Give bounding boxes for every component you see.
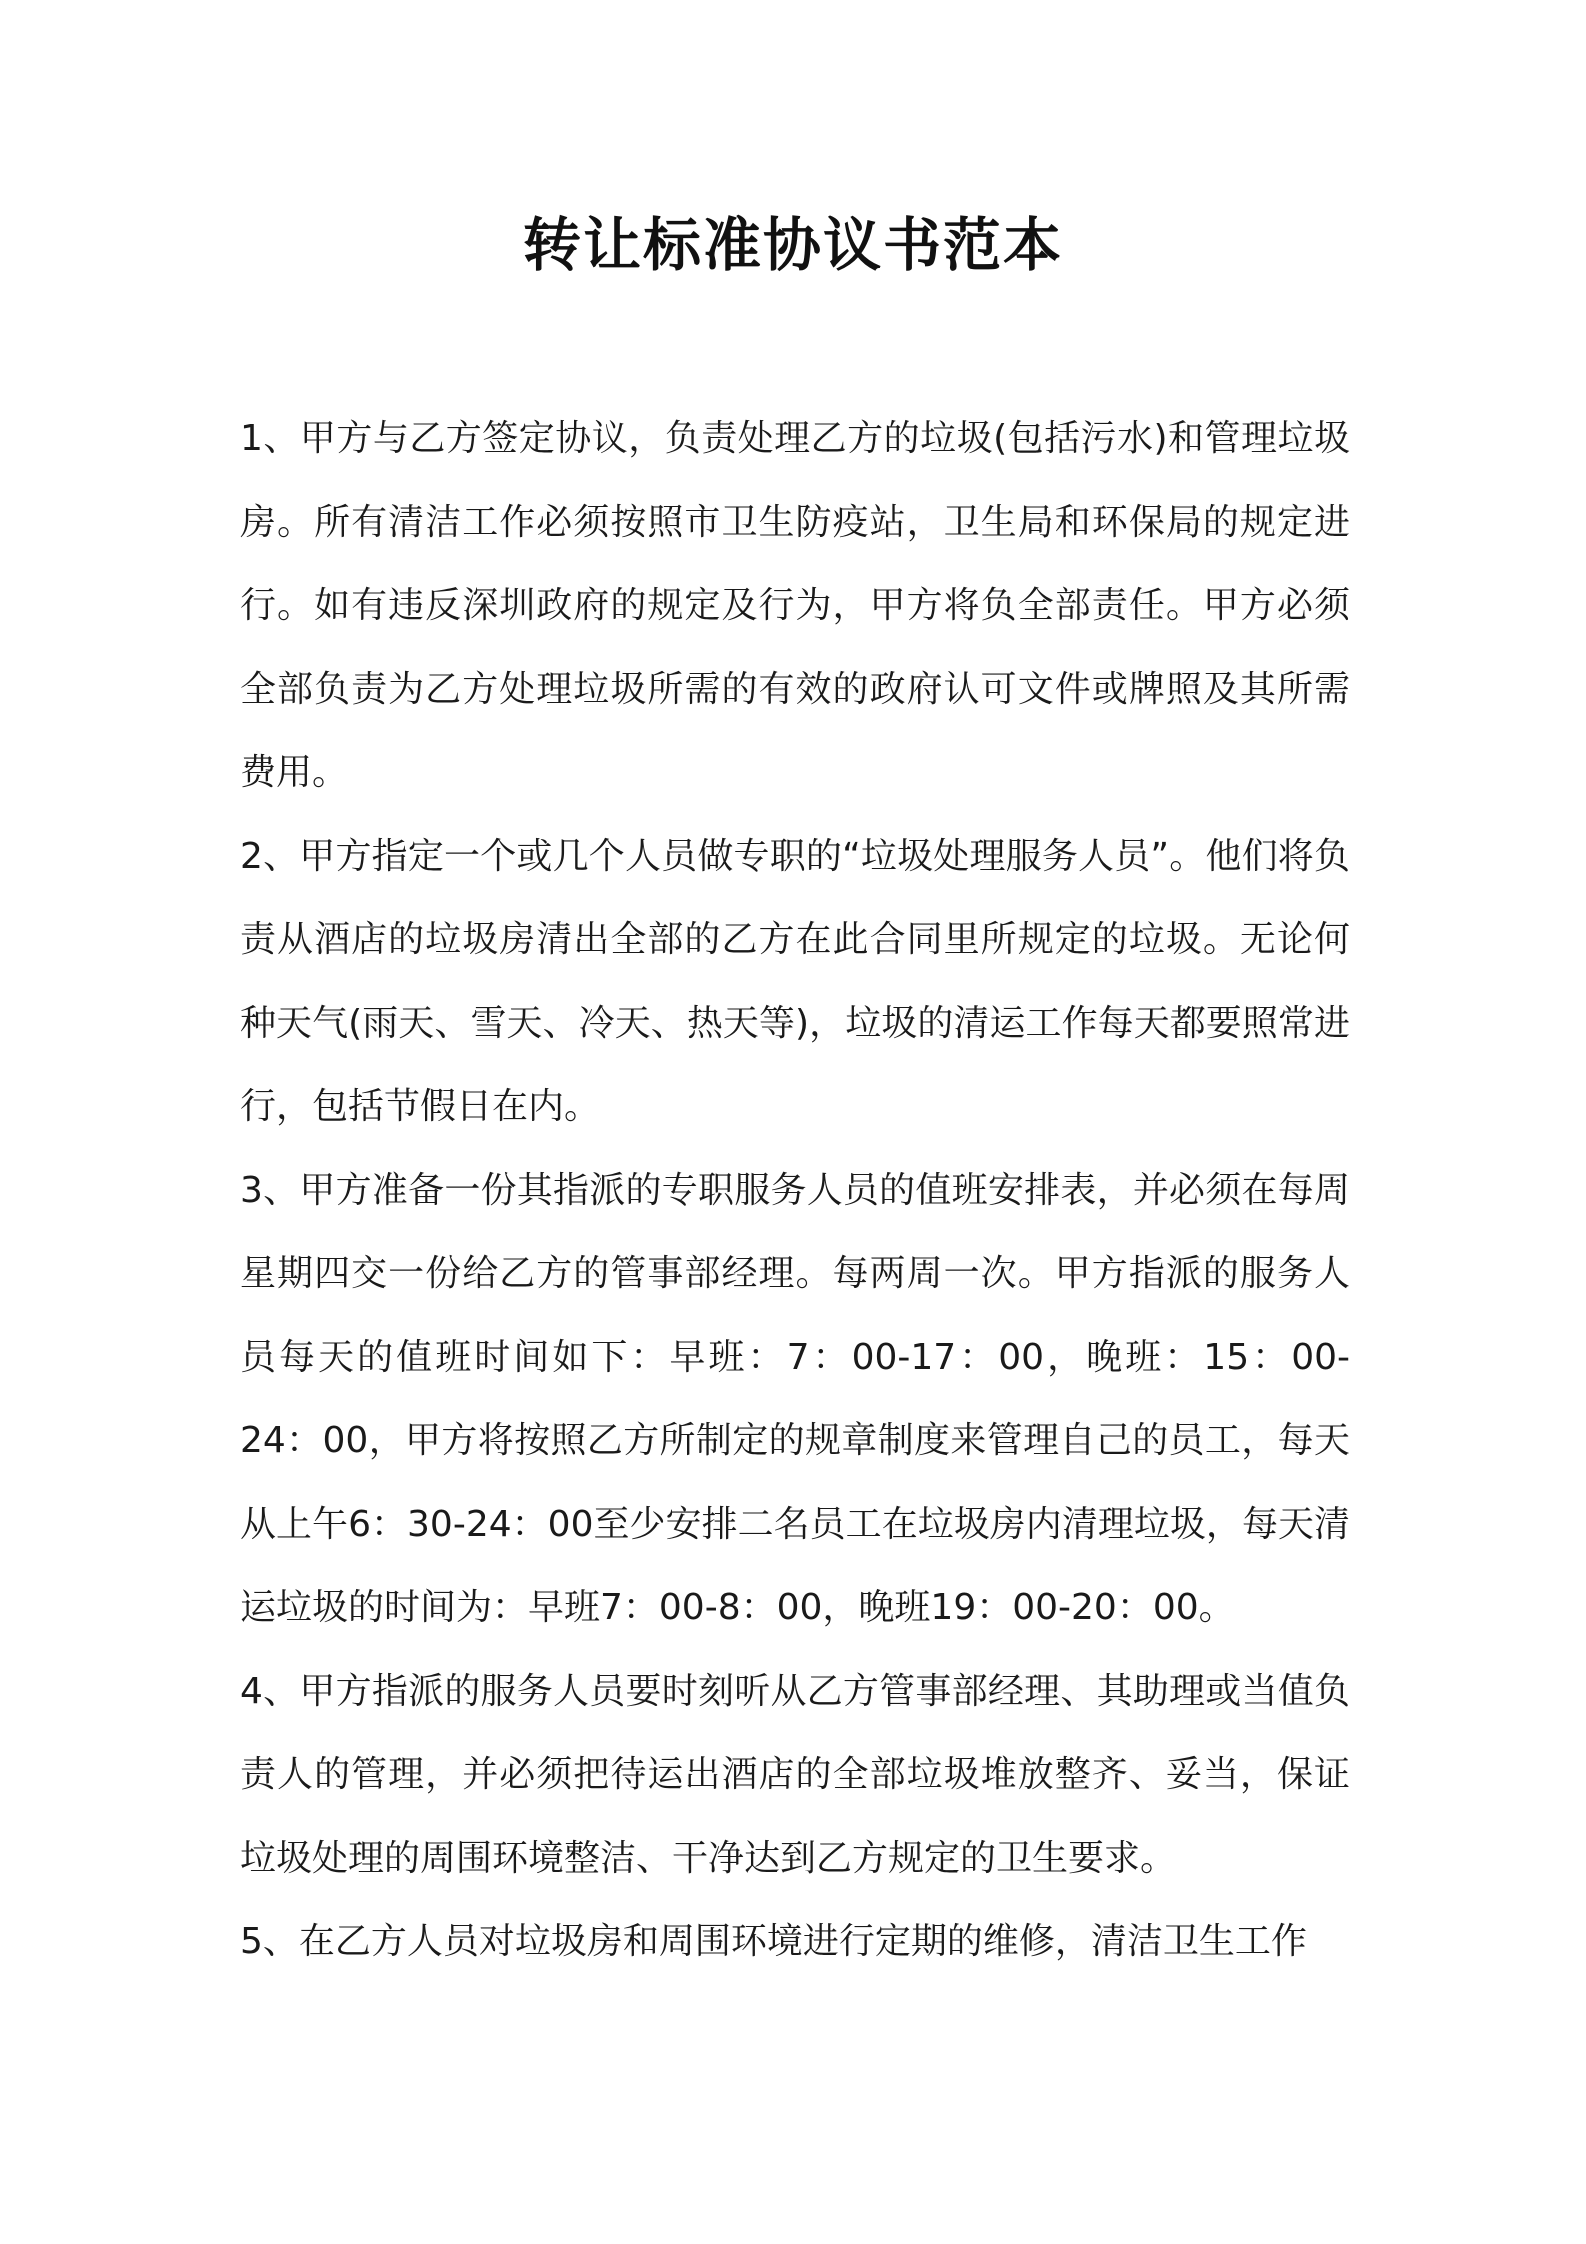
- clause-2-paragraph: 2、甲方指定一个或几个人员做专职的“垃圾处理服务人员”。他们将负责从酒店的垃圾房清出全部的乙方在此合同里所规定的垃圾。无论何种天气(雨天、雪天、冷天、热天等)，垃圾的清运工作每天都要照常进行，包括节假日在内。: [240, 835, 1350, 1127]
- document-body: [240, 397, 1350, 1984]
- clause-5-paragraph: 5、在乙方人员对垃圾房和周围环境进行定期的维修，清洁卫生工作: [240, 1921, 1307, 1962]
- clause-3-paragraph: 3、甲方准备一份其指派的专职服务人员的值班安排表，并必须在每周星期四交一份给乙方的管事部经理。每两周一次。甲方指派的服务人员每天的值班时间如下：早班：7：00-17：00，晚班：15：00-24：00，甲方将按照乙方所制定的规章制度来管理自己的员工，每天从上午6：30-24：00至少安排二名员工在垃圾房内清理垃圾，每天清运垃圾的时间为：早班7：00-8：00，晚班19：00-20：00。: [240, 1169, 1350, 1628]
- clause-1-paragraph: 1、甲方与乙方签定协议，负责处理乙方的垃圾(包括污水)和管理垃圾房。所有清洁工作必须按照市卫生防疫站，卫生局和环保局的规定进行。如有违反深圳政府的规定及行为，甲方将负全部责任。甲方必须全部负责为乙方处理垃圾所需的有效的政府认可文件或牌照及其所需费用。: [240, 418, 1350, 793]
- document-title: 转让标准协议书范本: [522, 211, 1063, 279]
- clause-4-paragraph: 4、甲方指派的服务人员要时刻听从乙方管事部经理、其助理或当值负责人的管理，并必须把待运出酒店的全部垃圾堆放整齐、妥当，保证垃圾处理的周围环境整洁、干净达到乙方规定的卫生要求。: [240, 1670, 1350, 1879]
